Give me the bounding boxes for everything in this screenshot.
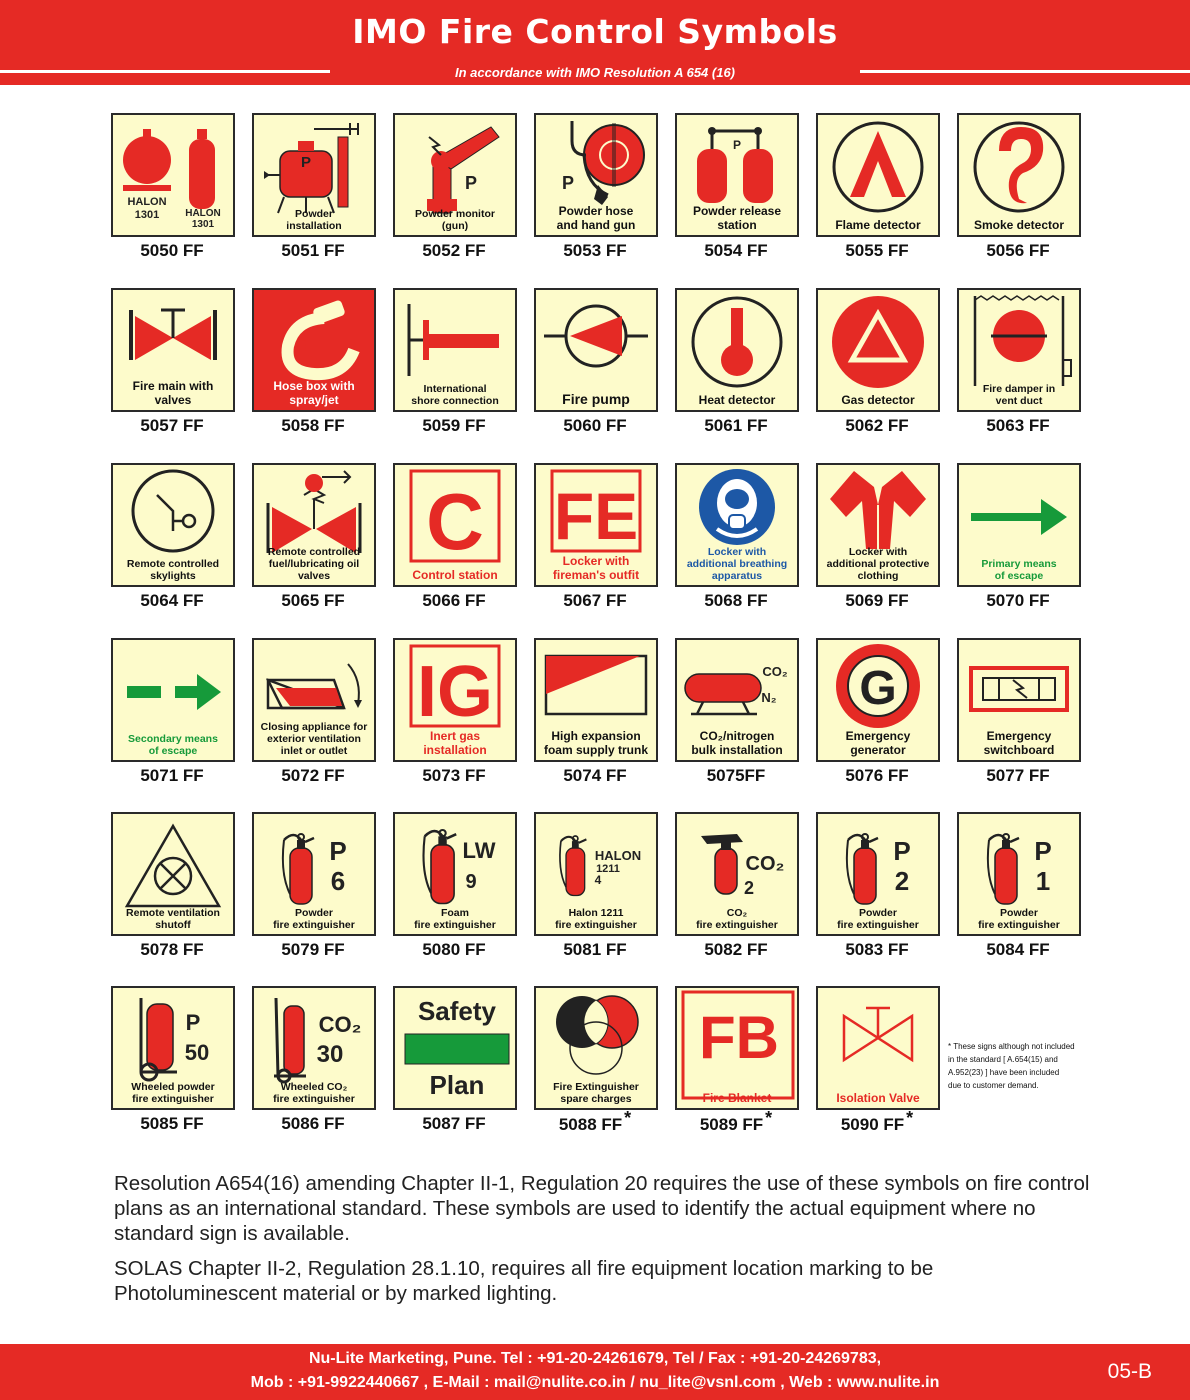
sign-5086ff [252, 986, 376, 1110]
symbol-code-text: 5085 FF [140, 1114, 204, 1133]
symbol-code [110, 766, 234, 786]
symbol-code [392, 416, 516, 436]
symbol-cell [815, 638, 955, 808]
sign-5072ff [252, 638, 376, 762]
sign-caption: Fire Blanket [702, 1091, 772, 1105]
sign-caption: Locker with additional breathing apparatus [686, 546, 788, 582]
sign-text: 1 [1035, 866, 1051, 896]
sign-5057ff [111, 288, 235, 412]
sign-text: 2 [743, 878, 755, 898]
sign-caption: Emergency generator [845, 729, 911, 757]
flame-detector-icon [818, 115, 938, 235]
symbol-cell [251, 288, 391, 458]
symbol-cell [110, 812, 250, 982]
subtitle-band [0, 60, 1190, 86]
sign-5081ff [534, 812, 658, 936]
sign-5064ff [111, 463, 235, 587]
sign-text: 30 [316, 1041, 344, 1068]
symbol-code [815, 591, 939, 611]
symbol-code-text: 5087 FF [422, 1114, 486, 1133]
sign-text: IG [416, 652, 494, 732]
sign-5060ff [534, 288, 658, 412]
symbol-code-text: 5082 FF [704, 940, 768, 959]
sign-5055ff [816, 113, 940, 237]
asterisk-mark: * [765, 1108, 773, 1128]
sign-5077ff [957, 638, 1081, 762]
symbol-code [392, 591, 516, 611]
sign-caption: Gas detector [841, 393, 915, 407]
sign-caption: Foam fire extinguisher [414, 907, 496, 931]
sign-5076ff [816, 638, 940, 762]
sign-text: HALON [127, 196, 167, 208]
sign-5050ff [111, 113, 235, 237]
sign-caption: Remote ventilation shutoff [126, 907, 220, 931]
sign-5069ff [816, 463, 940, 587]
symbol-code [251, 1114, 375, 1134]
control-station-icon [395, 465, 515, 585]
safety-plan-icon [395, 988, 515, 1108]
symbol-cell [674, 986, 814, 1156]
sign-text: CO₂ [762, 664, 788, 679]
sign-text: LW [462, 838, 496, 863]
isolation-valve-icon [818, 988, 938, 1108]
symbol-code [110, 241, 234, 261]
paragraph-resolution: Resolution A654(16) amending Chapter II-1, Regulation 20 requires the use of these symbols on fire control plans as an international standard. These symbols are used to identify the actual equipment where no standard sign is available. [114, 1172, 1090, 1245]
symbol-cell [110, 288, 250, 458]
sign-caption: Locker with additional protective clothing [826, 546, 930, 582]
symbol-code [251, 241, 375, 261]
symbol-code [110, 591, 234, 611]
symbol-cell [956, 113, 1096, 283]
sign-text: P [893, 836, 911, 866]
page-subtitle: In accordance with IMO Resolution A 654 (16) [454, 65, 736, 80]
footer-contact-line-1: Nu-Lite Marketing, Pune. Tel : +91-20-24261679, Tel / Fax : +91-20-24269783, [308, 1350, 882, 1367]
sign-caption: CO₂ fire extinguisher [696, 907, 778, 931]
symbol-code [251, 766, 375, 786]
symbol-code-text: 5073 FF [422, 766, 486, 785]
sign-caption: Closing appliance for exterior ventilation inlet or outlet [260, 721, 368, 757]
symbol-code [674, 241, 798, 261]
sign-caption: Smoke detector [973, 218, 1065, 232]
symbol-cell [110, 638, 250, 808]
symbol-cell [533, 288, 673, 458]
symbol-code [392, 766, 516, 786]
sign-text: P [1034, 836, 1052, 866]
sign-5073ff [393, 638, 517, 762]
symbol-cell [110, 986, 250, 1156]
symbol-code [110, 1114, 234, 1134]
sign-5068ff [675, 463, 799, 587]
symbol-cell [815, 288, 955, 458]
sign-text: FE [553, 479, 639, 553]
sign-5078ff [111, 812, 235, 936]
sign-text: 50 [184, 1040, 210, 1065]
sign-caption: CO₂/nitrogen bulk installation [691, 729, 783, 757]
sign-caption: Powder fire extinguisher [837, 907, 919, 931]
symbol-cell [251, 638, 391, 808]
sign-5085ff [111, 986, 235, 1110]
symbol-cell [533, 986, 673, 1156]
sign-5051ff [252, 113, 376, 237]
sign-5066ff [393, 463, 517, 587]
sign-caption: Isolation Valve [836, 1091, 920, 1105]
sign-5071ff [111, 638, 235, 762]
sign-text: 4 [594, 873, 602, 887]
symbol-cell [392, 113, 532, 283]
sign-caption: Secondary means of escape [128, 733, 218, 757]
symbol-code [674, 591, 798, 611]
sign-text: P [464, 173, 478, 193]
symbol-code-text: 5086 FF [281, 1114, 345, 1133]
subtitle-rule-right [860, 70, 1190, 73]
symbol-code-text: 5050 FF [140, 241, 204, 260]
symbol-cell [251, 986, 391, 1156]
asterisk-mark: * [906, 1108, 914, 1128]
symbol-code-text: 5059 FF [422, 416, 486, 435]
sign-text: 1301 [134, 209, 160, 221]
symbol-code-text: 5062 FF [845, 416, 909, 435]
symbol-code-text: 5066 FF [422, 591, 486, 610]
sign-text: Safety [417, 996, 497, 1026]
symbol-cell [110, 463, 250, 633]
symbol-code [110, 940, 234, 960]
symbol-code-text: 5061 FF [704, 416, 768, 435]
symbol-code [533, 416, 657, 436]
sign-text: HALON [594, 848, 642, 863]
footnote: * These signs although not included in the standard [ A.654(15) and A.952(23) ] have been included due to customer demand. [948, 1042, 1075, 1090]
sign-text: 1211 [596, 863, 620, 875]
symbol-cell [815, 113, 955, 283]
symbol-code-text: 5065 FF [281, 591, 345, 610]
sign-caption: Halon 1211 fire extinguisher [555, 907, 637, 931]
symbol-cell [533, 812, 673, 982]
symbol-code [956, 940, 1080, 960]
symbol-code [956, 591, 1080, 611]
page-header [0, 0, 1190, 85]
sign-text: P [732, 138, 742, 152]
symbol-code [674, 940, 798, 960]
symbol-code-text: 5084 FF [986, 940, 1050, 959]
symbol-code-text: 5078 FF [140, 940, 204, 959]
symbol-code-text: 5067 FF [563, 591, 627, 610]
symbol-code-text: 5064 FF [140, 591, 204, 610]
sign-caption: Powder monitor (gun) [415, 208, 495, 232]
sign-text: Plan [429, 1070, 485, 1100]
symbol-code [392, 940, 516, 960]
symbol-code [392, 1114, 516, 1134]
symbol-cell [956, 463, 1096, 633]
symbol-code-text: 5079 FF [281, 940, 345, 959]
symbol-code-text: 5060 FF [563, 416, 627, 435]
symbol-code-text: 5054 FF [704, 241, 768, 260]
symbol-cell [251, 812, 391, 982]
symbol-code-text: 5053 FF [563, 241, 627, 260]
sign-caption: Wheeled powder fire extinguisher [131, 1081, 215, 1105]
symbol-cell [815, 986, 955, 1156]
symbol-cell [392, 288, 532, 458]
paragraph-solas: SOLAS Chapter II-2, Regulation 28.1.10, requires all fire equipment location marking to be Photoluminescent material or by marked lighting. [114, 1257, 934, 1305]
heat-detector-icon [677, 290, 797, 410]
fire-blanket-icon [677, 988, 797, 1108]
symbol-code-text: 5056 FF [986, 241, 1050, 260]
sign-text: P [300, 154, 312, 171]
sign-caption: Hose box with spray/jet [273, 379, 355, 407]
sign-caption: Wheeled CO₂ fire extinguisher [273, 1081, 355, 1105]
sign-caption: Remote controlled fuel/lubricating oil valves [267, 546, 361, 582]
symbol-code [110, 416, 234, 436]
sign-5083ff [816, 812, 940, 936]
page-title: IMO Fire Control Symbols [352, 12, 838, 51]
halon-cylinders-icon [113, 115, 233, 235]
sign-5074ff [534, 638, 658, 762]
symbol-code-text: 5083 FF [845, 940, 909, 959]
symbol-cell [674, 288, 814, 458]
sign-5070ff [957, 463, 1081, 587]
symbol-code [392, 241, 516, 261]
sign-text: CO₂ [318, 1012, 362, 1037]
symbol-code [815, 416, 939, 436]
symbol-cell [392, 812, 532, 982]
sign-caption: Powder hose and hand gun [556, 204, 636, 232]
sign-5067ff [534, 463, 658, 587]
symbol-code-text: 5075FF [706, 766, 766, 785]
symbol-cell [392, 986, 532, 1156]
symbol-cell [392, 463, 532, 633]
symbol-code-text: 5076 FF [845, 766, 909, 785]
sign-text: 9 [465, 871, 477, 893]
symbol-code-text: 5070 FF [986, 591, 1050, 610]
symbol-code [533, 1108, 657, 1135]
sign-caption: Powder installation [286, 208, 342, 232]
sign-caption: Fire pump [562, 391, 630, 407]
symbol-code [815, 940, 939, 960]
symbol-code-text: 5090 FF [840, 1115, 905, 1134]
symbol-code-text: 5077 FF [986, 766, 1050, 785]
symbol-cell [110, 113, 250, 283]
footer-contact-line-2: Mob : +91-9922440667 , E-Mail : mail@nulite.co.in / nu_lite@vsnl.com , Web : www.nulite.in [250, 1374, 940, 1391]
symbol-cell [674, 113, 814, 283]
symbol-code [815, 241, 939, 261]
sign-text: P [185, 1010, 201, 1035]
sign-5053ff [534, 113, 658, 237]
symbol-code-text: 5080 FF [422, 940, 486, 959]
symbol-code [533, 940, 657, 960]
sign-caption: Powder release station [692, 204, 782, 232]
symbol-code-text: 5088 FF [558, 1115, 623, 1134]
sign-text: C [426, 477, 484, 566]
sign-5058ff [252, 288, 376, 412]
sign-caption: Powder fire extinguisher [978, 907, 1060, 931]
sign-5063ff [957, 288, 1081, 412]
sign-5061ff [675, 288, 799, 412]
sign-text: N₂ [761, 690, 777, 705]
gas-detector-icon [818, 290, 938, 410]
sign-5059ff [393, 288, 517, 412]
symbol-cell [674, 638, 814, 808]
symbol-code [674, 1108, 798, 1135]
symbol-code-text: 5051 FF [281, 241, 345, 260]
symbol-code [533, 591, 657, 611]
symbol-code [251, 940, 375, 960]
symbol-cell [533, 463, 673, 633]
symbol-code [815, 1108, 939, 1135]
sign-caption: Flame detector [835, 218, 921, 232]
sign-caption: International shore connection [411, 383, 499, 407]
symbol-code-text: 5052 FF [422, 241, 486, 260]
sign-caption: High expansion foam supply trunk [543, 729, 648, 757]
sign-caption: Inert gas installation [423, 729, 487, 757]
sign-text: P [561, 173, 575, 193]
symbol-code [674, 416, 798, 436]
sign-caption: Powder fire extinguisher [273, 907, 355, 931]
sign-caption: Locker with fireman's outfit [552, 554, 640, 582]
symbol-cell [815, 812, 955, 982]
asterisk-mark: * [624, 1108, 632, 1128]
symbol-cell [533, 113, 673, 283]
symbol-code [956, 766, 1080, 786]
sign-text: G [859, 662, 897, 715]
sign-text: 2 [894, 866, 910, 896]
symbol-cell [956, 638, 1096, 808]
sign-text: P [329, 836, 347, 866]
sign-caption: Primary means of escape [981, 558, 1057, 582]
symbol-code-text: 5074 FF [563, 766, 627, 785]
sign-5079ff [252, 812, 376, 936]
page-number: 05-B [1107, 1360, 1152, 1383]
symbol-cell [815, 463, 955, 633]
symbol-code-text: 5081 FF [563, 940, 627, 959]
sign-5054ff [675, 113, 799, 237]
symbol-cell [392, 638, 532, 808]
symbol-code [815, 766, 939, 786]
symbol-code-text: 5063 FF [986, 416, 1050, 435]
sign-5065ff [252, 463, 376, 587]
sign-caption: Fire main with valves [132, 379, 214, 407]
sign-text: 1301 [191, 219, 215, 230]
page-footer [0, 1344, 1190, 1400]
symbol-code-text: 5057 FF [140, 416, 204, 435]
symbol-cell [674, 463, 814, 633]
sign-5087ff [393, 986, 517, 1110]
symbol-code [533, 241, 657, 261]
symbol-cell [251, 463, 391, 633]
sign-text: FB [699, 1004, 779, 1071]
symbol-code-text: 5071 FF [140, 766, 204, 785]
sign-caption: Emergency switchboard [983, 729, 1055, 757]
sign-text: CO₂ [745, 853, 785, 875]
sign-5056ff [957, 113, 1081, 237]
sign-5080ff [393, 812, 517, 936]
sign-caption: Heat detector [698, 393, 776, 407]
symbol-code-text: 5055 FF [845, 241, 909, 260]
sign-5075ff [675, 638, 799, 762]
symbol-cell [533, 638, 673, 808]
symbol-code-text: 5069 FF [845, 591, 909, 610]
sign-5052ff [393, 113, 517, 237]
symbol-code [251, 416, 375, 436]
symbol-code-text: 5089 FF [699, 1115, 764, 1134]
sign-text: HALON [185, 208, 221, 219]
symbol-code [533, 766, 657, 786]
symbol-code-text: 5072 FF [281, 766, 345, 785]
sign-5088ff [534, 986, 658, 1110]
sign-5082ff [675, 812, 799, 936]
sign-5089ff [675, 986, 799, 1110]
symbol-cell [674, 812, 814, 982]
sign-text: 6 [330, 866, 346, 896]
symbol-code-text: 5058 FF [281, 416, 345, 435]
sign-caption: Control station [412, 568, 498, 582]
sign-caption: Fire Extinguisher spare charges [553, 1081, 639, 1105]
symbol-code [674, 766, 798, 786]
sign-5090ff [816, 986, 940, 1110]
symbol-cell [956, 812, 1096, 982]
symbol-cell [251, 113, 391, 283]
symbol-code [251, 591, 375, 611]
symbol-code [956, 241, 1080, 261]
symbol-cell [956, 288, 1096, 458]
symbol-code [956, 416, 1080, 436]
sign-caption: Remote controlled skylights [126, 558, 220, 582]
symbol-code-text: 5068 FF [704, 591, 768, 610]
sign-5084ff [957, 812, 1081, 936]
sign-5062ff [816, 288, 940, 412]
smoke-detector-icon [959, 115, 1079, 235]
sign-caption: Fire damper in vent duct [982, 383, 1056, 407]
